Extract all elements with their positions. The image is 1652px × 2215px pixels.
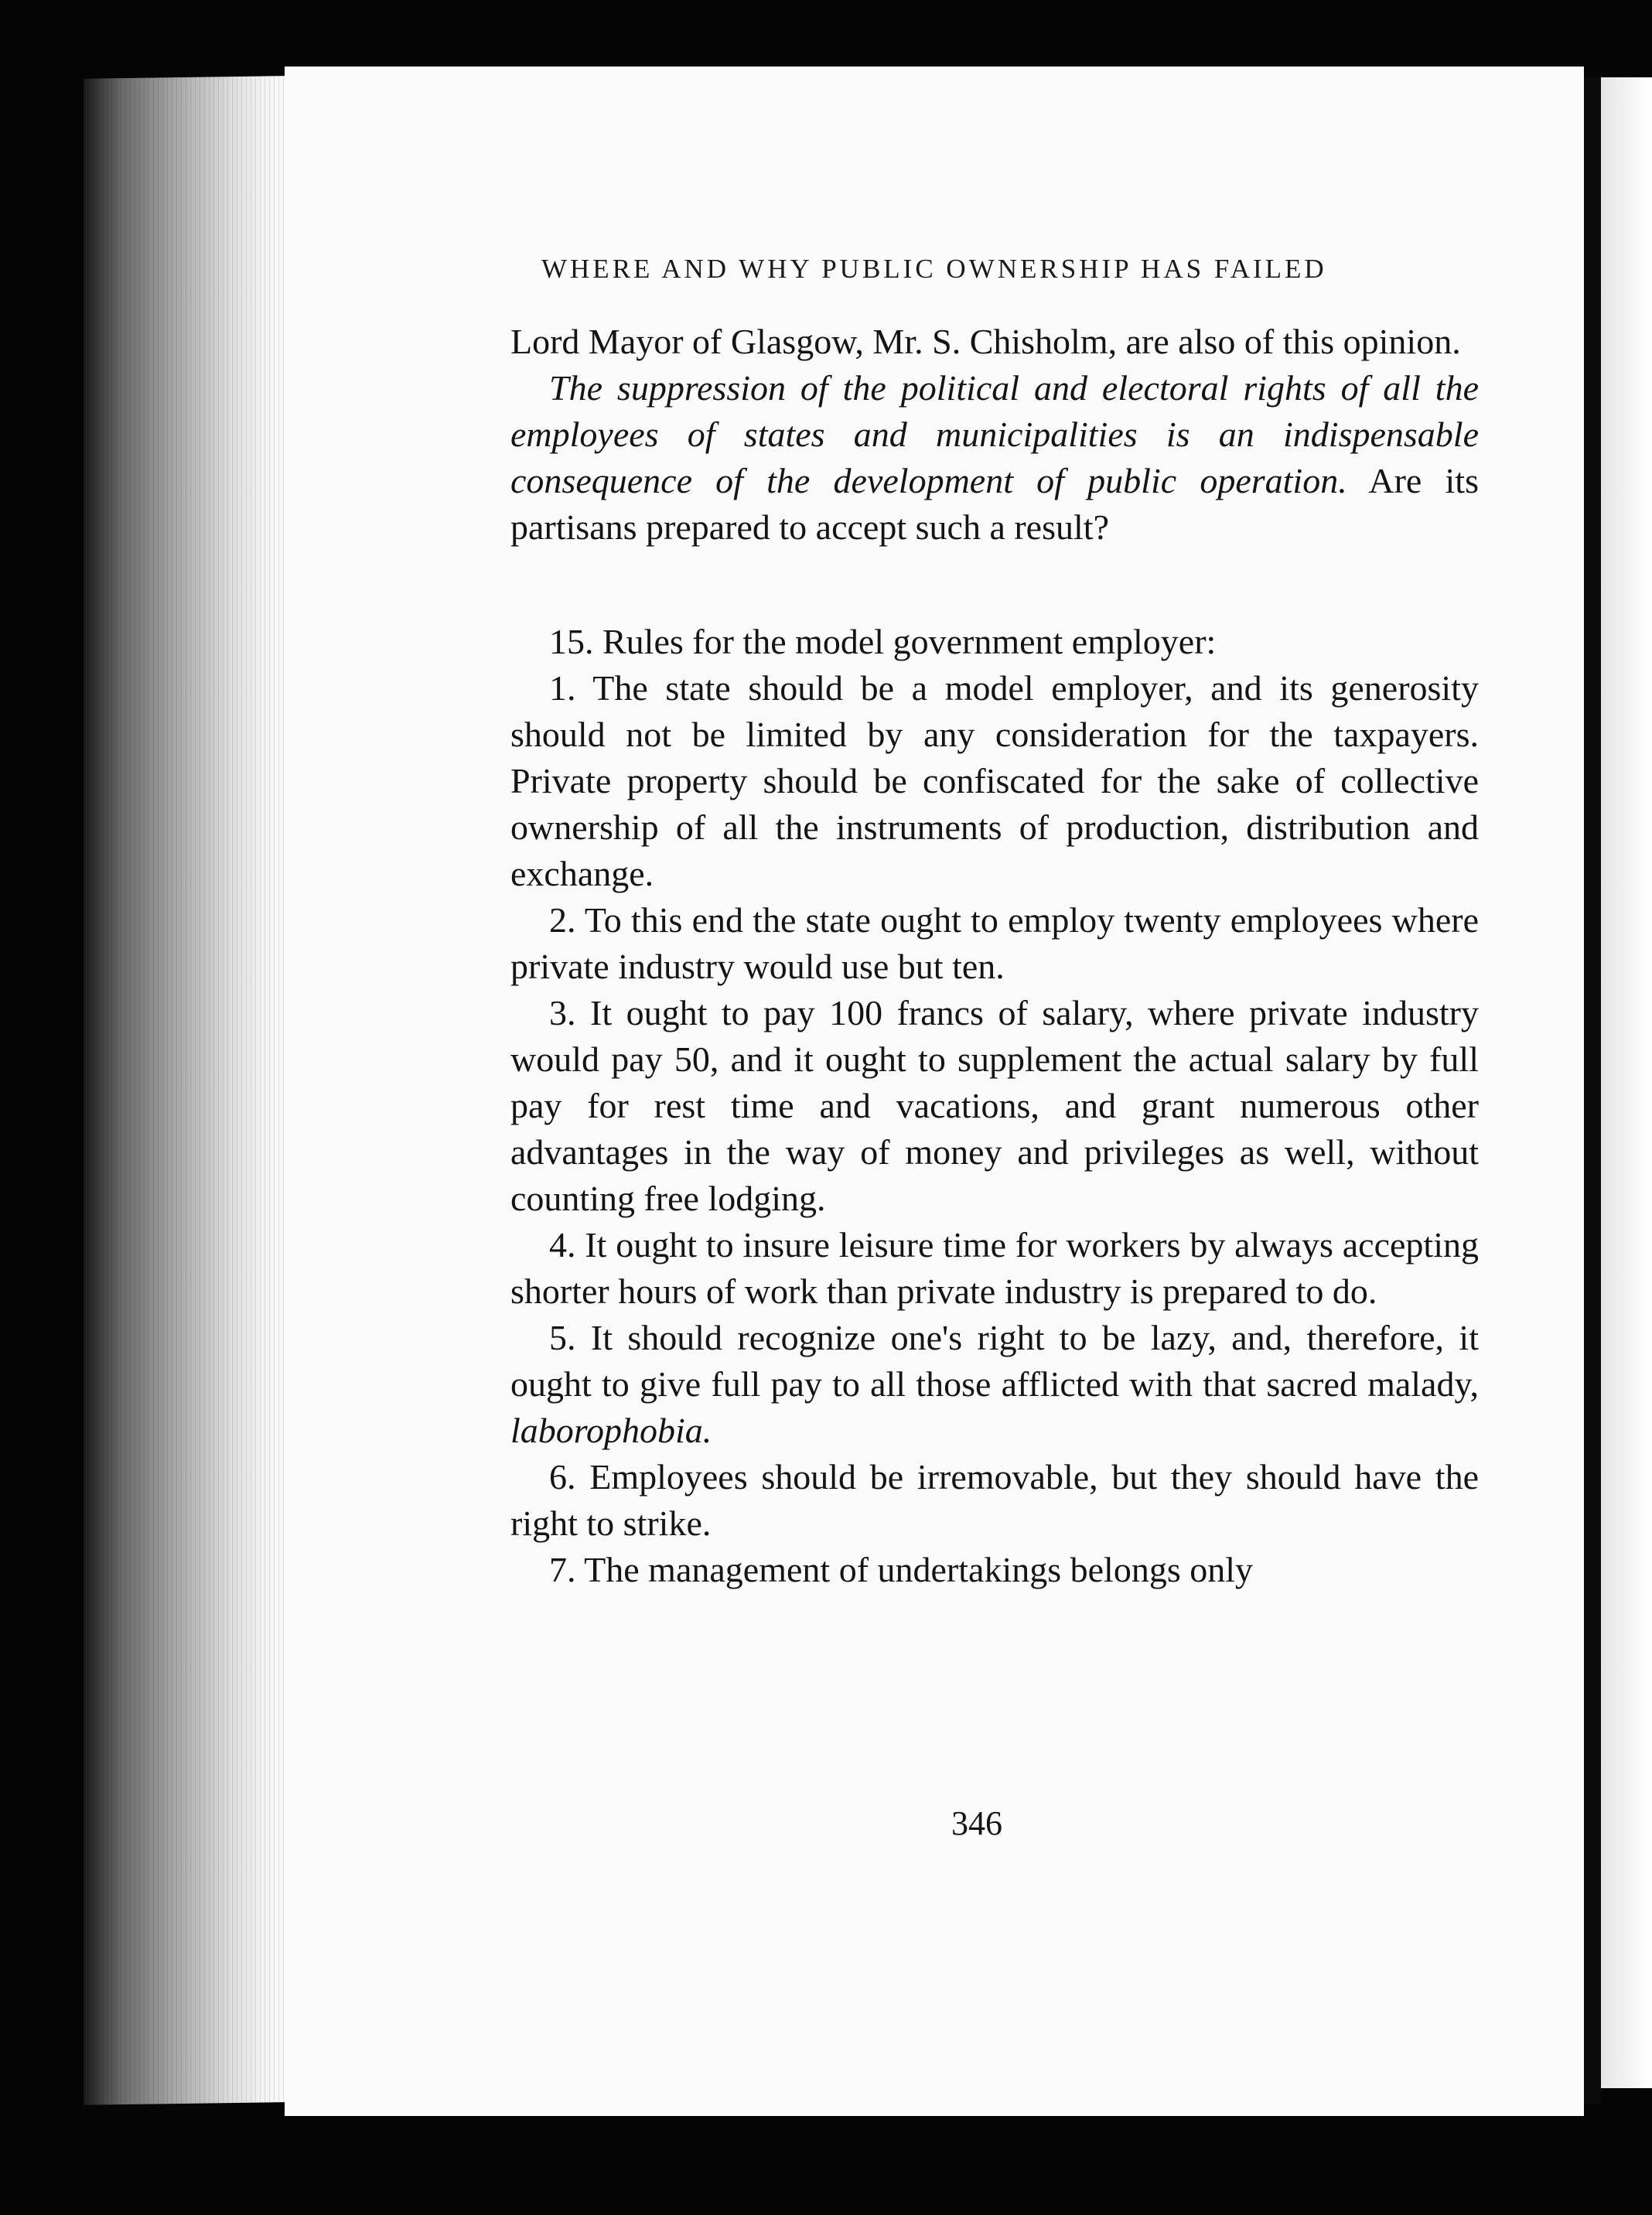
running-head: WHERE AND WHY PUBLIC OWNERSHIP HAS FAILED [541,254,1327,284]
page-number: 346 [951,1804,1002,1842]
list-item: 3. It ought to pay 100 francs of salary, where private industry would pay 50, and it ought to supplement the actual salary by full pay for rest time and vacations, and grant numerous other advantages in the way of money and privileges as well, without counting free lodging. [510,993,1479,1218]
list-item: 6. Employees should be irremovable, but they should have the right to strike. [510,1457,1479,1543]
section-gap [510,551,1479,619]
book-gutter [1584,77,1601,2104]
list-item: 4. It ought to insure leisure time for workers by always accepting shorter hours of work than private industry is prepared to do. [510,1225,1479,1311]
paragraph [510,365,1479,551]
list-item [510,1315,1479,1454]
page-edge-stack [84,76,285,2105]
paragraph [510,319,1479,365]
italic-term: laborophobia. [510,1411,712,1450]
italic-paragraph-text: The suppression of the political and electoral rights of all the employees of states and municipalities is an indispensable consequence of the development of public operation. [510,368,1479,500]
paragraph-text: Lord Mayor of Glasgow, Mr. S. Chisholm, are also of this opinion. [510,322,1461,361]
page-body [510,319,1479,1593]
list-item: 7. The management of undertakings belongs only [549,1550,1254,1589]
facing-page-edge [1601,77,1652,2088]
paragraph-text: Are its partisans prepared to accept such a result? [510,461,1479,547]
section-heading: 15. Rules for the model government employer: [549,622,1217,661]
list-item-text: 5. It should recognize one's right to be lazy, and, therefore, it ought to give full pay to all those afflicted with that sacred malady, [510,1318,1479,1404]
list-item: 2. To this end the state ought to employ twenty employees where private industry would use but ten. [510,900,1479,986]
list-item: 1. The state should be a model employer, and its generosity should not be limited by any consideration for the taxpayers. Private property should be confiscated for the sake of collective ownership of all the instruments of production, distribution and exchange. [510,668,1479,893]
